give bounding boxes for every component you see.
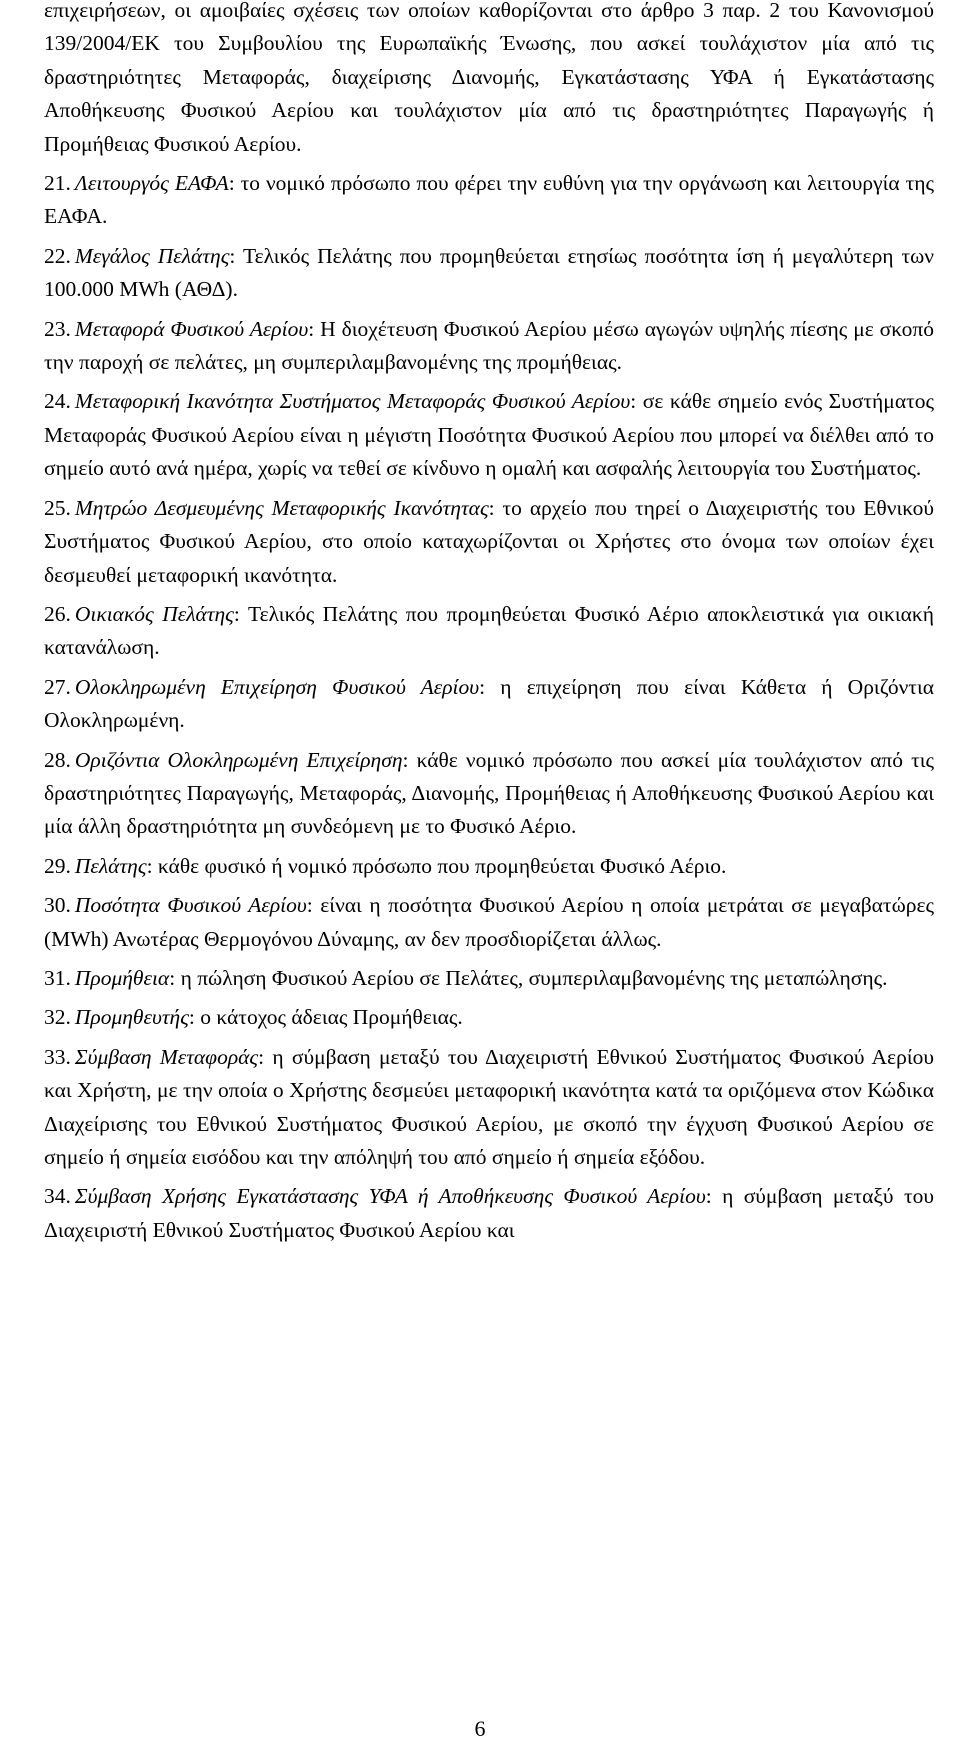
definition-text: : το νομικό πρόσωπο που φέρει την ευθύνη για την οργάνωση και λειτουργία της ΕΑΦΑ. xyxy=(44,171,934,229)
definition-term: Προμηθευτής xyxy=(74,1005,189,1030)
definition-item xyxy=(44,167,934,234)
definition-text: : το αρχείο που τηρεί ο Διαχειριστής του Εθνικού Συστήματος Φυσικού Αερίου, στο οποίο καταχωρίζονται οι Χρήστες στο όνομα των οποίων έχει δεσμευθεί μεταφορική ικανότητα. xyxy=(44,495,934,587)
definition-number: 23. xyxy=(44,316,71,341)
definition-term: Μεγάλος Πελάτης xyxy=(74,243,230,268)
definition-text: : κάθε νομικό πρόσωπο που ασκεί μία τουλάχιστον από τις δραστηριότητες Παραγωγής, Μεταφοράς, Διανομής, Προμήθειας ή Αποθήκευσης Φυσικού Αερίου και μία άλλη δραστηριότητα μη συνδεόμενη με το Φυσικό Αέριο. xyxy=(44,747,935,839)
definition-text: : η σύμβαση μεταξύ του Διαχειριστή Εθνικού Συστήματος Φυσικού Αερίου και Χρήστη, με την οποία ο Χρήστης δεσμεύει μεταφορική ικανότητα κατά τα οριζόμενα στον Κώδικα Διαχείρισης του Εθνικού Συστήματος Φυσικού Αερίου, με σκοπό την έγχυση Φυσικού Αερίου σε σημείο ή σημεία εισόδου και την απόληψή του από σημείο ή σημεία εξόδου. xyxy=(44,1044,934,1169)
definition-text: : είναι η ποσότητα Φυσικού Αερίου η οποία μετράται σε μεγαβατώρες (MWh) Ανωτέρας Θερμογόνου Δύναμης, αν δεν προσδιορίζεται άλλως. xyxy=(44,893,934,951)
definition-text: : Τελικός Πελάτης που προμηθεύεται Φυσικό Αέριο αποκλειστικά για οικιακή κατανάλωση. xyxy=(44,601,934,660)
definition-item xyxy=(44,1180,934,1247)
definition-text: : Τελικός Πελάτης που προμηθεύεται ετησίως ποσότητα ίση ή μεγαλύτερη των 100.000 MWh (ΑΘΔ). xyxy=(44,243,934,302)
definition-item xyxy=(44,598,934,665)
definition-text: : σε κάθε σημείο ενός Συστήματος Μεταφοράς Φυσικού Αερίου είναι η μέγιστη Ποσότητα Φυσικού Αερίου που μπορεί να διέλθει από το σημείο αυτό ανά ημέρα, χωρίς να τεθεί σε κίνδυνο η ομαλή και ασφαλής λειτουργία του Συστήματος. xyxy=(44,389,934,481)
definition-term: Μητρώο Δεσμευμένης Μεταφορικής Ικανότητας xyxy=(74,495,489,520)
definition-number: 29. xyxy=(44,853,71,878)
definition-term: Μεταφορά Φυσικού Αερίου xyxy=(74,316,309,341)
definition-item xyxy=(44,492,934,592)
definition-term: Ποσότητα Φυσικού Αερίου xyxy=(74,893,307,918)
definition-item xyxy=(44,850,934,883)
definition-text: : η πώληση Φυσικού Αερίου σε Πελάτες, συμπεριλαμβανομένης της μεταπώλησης. xyxy=(169,965,888,990)
definition-text: : ο κάτοχος άδειας Προμήθειας. xyxy=(188,1005,463,1030)
definition-item xyxy=(44,889,934,956)
definition-term: Σύμβαση Χρήσης Εγκατάστασης ΥΦΑ ή Αποθήκευσης Φυσικού Αερίου xyxy=(74,1184,706,1209)
definition-term: Πελάτης xyxy=(74,853,147,878)
intro-paragraph: επιχειρήσεων, οι αμοιβαίες σχέσεις των οποίων καθορίζονται στο άρθρο 3 παρ. 2 του Κανονισμού 139/2004/ΕΚ του Συμβουλίου της Ευρωπαϊκής Ένωσης, που ασκεί τουλάχιστον μία από τις δραστηριότητες Μεταφοράς, διαχείρισης Διανομής, Εγκατάστασης ΥΦΑ ή Εγκατάστασης Αποθήκευσης Φυσικού Αερίου και τουλάχιστον μία από τις δραστηριότητες Παραγωγής ή Προμήθειας Φυσικού Αερίου. xyxy=(44,0,934,156)
page-number: 6 xyxy=(474,1716,486,1741)
definition-number: 27. xyxy=(44,674,71,699)
definition-number: 28. xyxy=(44,747,71,772)
definition-term: Ολοκληρωμένη Επιχείρηση Φυσικού Αερίου xyxy=(74,674,480,699)
definition-term: Προμήθεια xyxy=(74,965,170,990)
definition-item xyxy=(44,385,934,485)
definition-term: Λειτουργός ΕΑΦΑ xyxy=(74,171,229,196)
definition-number: 31. xyxy=(44,965,71,990)
definition-term: Μεταφορική Ικανότητα Συστήματος Μεταφοράς Φυσικού Αερίου xyxy=(74,389,631,414)
definition-number: 32. xyxy=(44,1005,71,1030)
definition-item xyxy=(44,240,934,307)
definition-number: 25. xyxy=(44,495,71,520)
definition-number: 24. xyxy=(44,389,71,414)
definition-number: 22. xyxy=(44,243,71,268)
definition-item xyxy=(44,744,934,844)
definition-number: 30. xyxy=(44,893,71,918)
definition-term: Σύμβαση Μεταφοράς xyxy=(74,1044,259,1069)
definition-text: : η σύμβαση μεταξύ του Διαχειριστή Εθνικού Συστήματος Φυσικού Αερίου και xyxy=(44,1184,934,1242)
definition-number: 34. xyxy=(44,1184,71,1209)
definition-term: Οριζόντια Ολοκληρωμένη Επιχείρηση xyxy=(74,747,403,772)
definition-term: Οικιακός Πελάτης xyxy=(74,601,234,626)
definition-number: 21. xyxy=(44,171,71,196)
definition-item xyxy=(44,1001,934,1034)
definition-number: 26. xyxy=(44,601,71,626)
document-body xyxy=(44,0,934,1247)
definition-item xyxy=(44,671,934,738)
definition-item xyxy=(44,1041,934,1175)
definition-text: : η επιχείρηση που είναι Κάθετα ή Οριζόντια Ολοκληρωμένη. xyxy=(44,674,934,733)
definition-number: 33. xyxy=(44,1044,71,1069)
definition-item xyxy=(44,313,934,380)
definition-text: : Η διοχέτευση Φυσικού Αερίου μέσω αγωγών υψηλής πίεσης με σκοπό την παροχή σε πελάτες, μη συμπεριλαμβανομένης της προμήθειας. xyxy=(44,316,934,375)
definition-item xyxy=(44,962,934,995)
definition-text: : κάθε φυσικό ή νομικό πρόσωπο που προμηθεύεται Φυσικό Αέριο. xyxy=(146,853,727,878)
definitions-list xyxy=(44,167,934,1247)
